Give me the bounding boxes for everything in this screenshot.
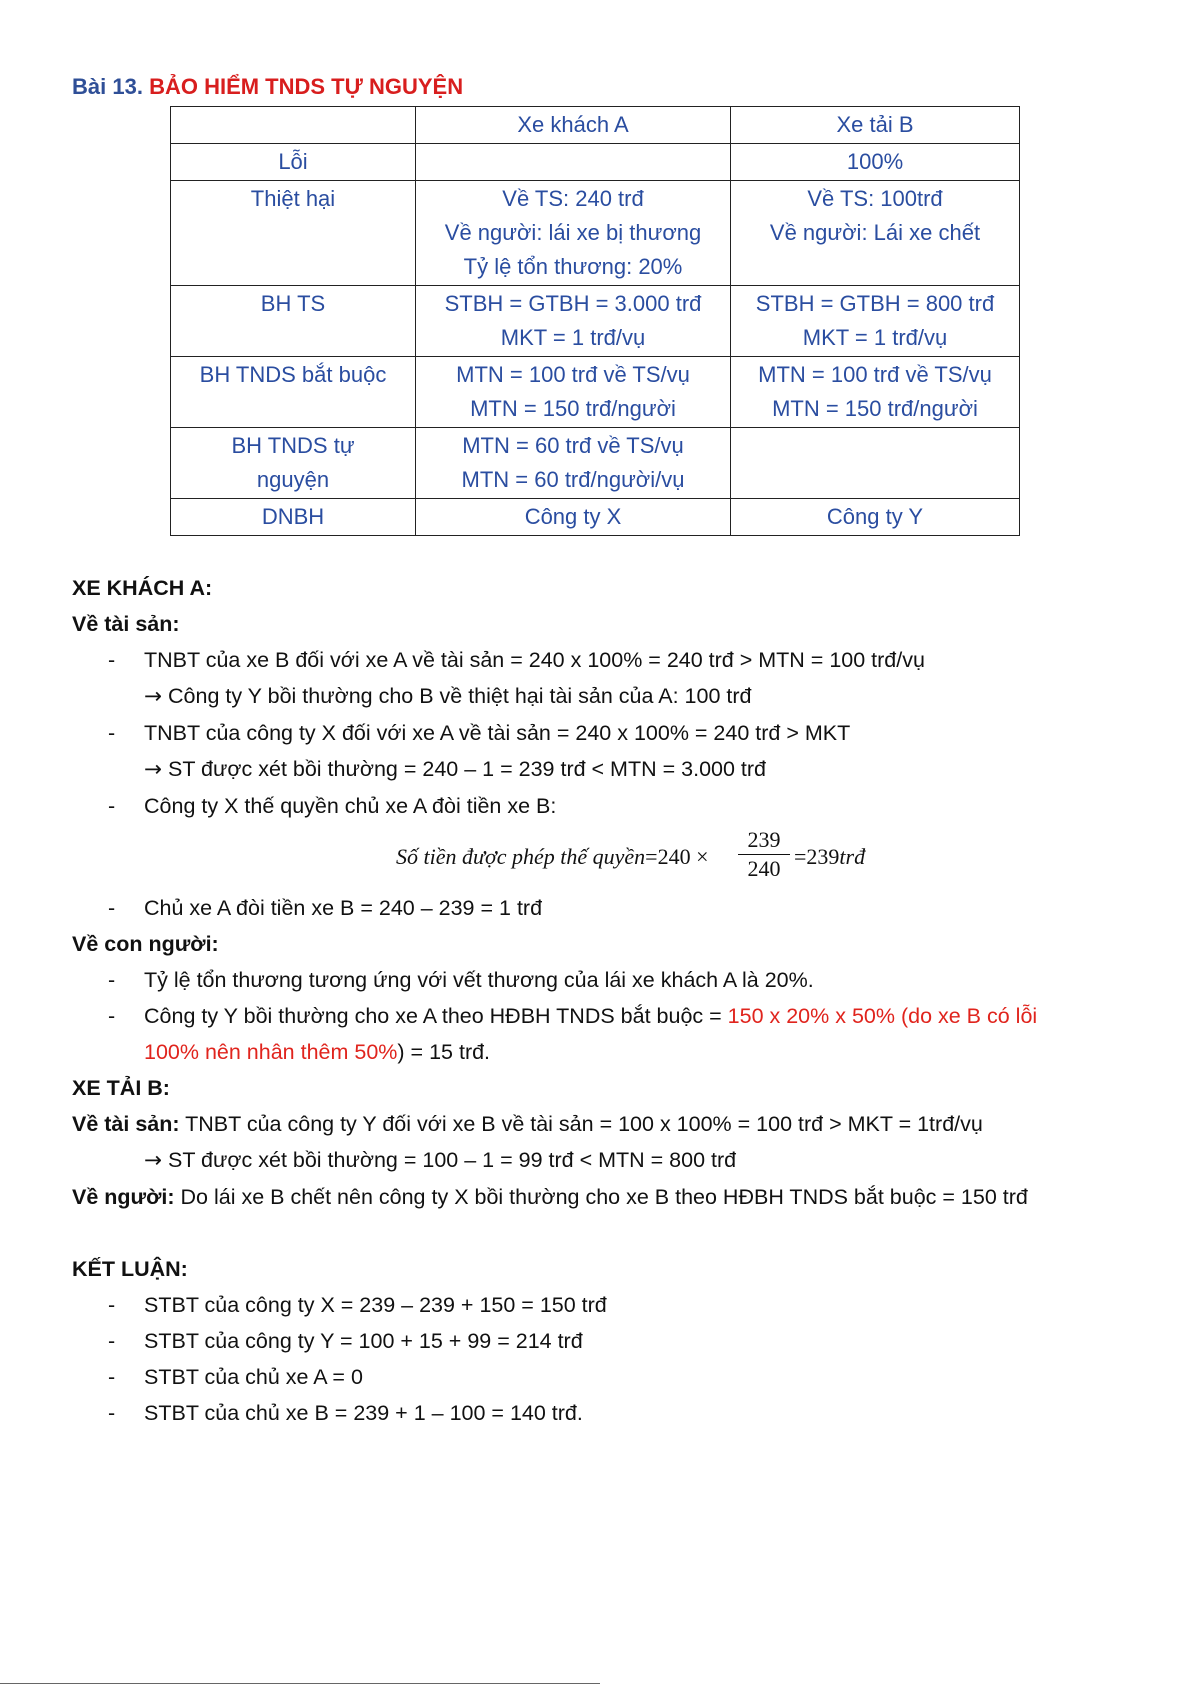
- row-label: BH TNDS bắt buộc: [171, 357, 416, 428]
- cell-xe-a: Về TS: 240 trđ Về người: lái xe bị thương Tỷ lệ tổn thương: 20%: [416, 181, 731, 286]
- arrow-right-icon: →: [144, 757, 163, 782]
- list-item-conclusion: → ST được xét bồi thường = 240 – 1 = 239 trđ < MTN = 3.000 trđ: [144, 757, 767, 782]
- table-header-cell: [171, 107, 416, 144]
- table-row: [171, 144, 1020, 181]
- row-label: BH TS: [171, 286, 416, 357]
- list-item: - STBT của chủ xe B = 239 + 1 – 100 = 140 trđ.: [108, 1401, 583, 1425]
- list-item: - Công ty Y bồi thường cho xe A theo HĐBH TNDS bắt buộc = 150 x 20% x 50% (do xe B có lỗi 100% nên nhân thêm 50%) = 15 trđ.: [108, 1004, 1038, 1064]
- cell-xe-b: Công ty Y: [731, 499, 1020, 536]
- cell-xe-b: [731, 428, 1020, 499]
- cell-xe-a: STBH = GTBH = 3.000 trđ MKT = 1 trđ/vụ: [416, 286, 731, 357]
- table-row: [171, 286, 1020, 357]
- list-item-conclusion: → Công ty Y bồi thường cho B về thiệt hại tài sản của A: 100 trđ: [144, 684, 752, 709]
- list-item: - STBT của công ty X = 239 – 239 + 150 = 150 trđ: [108, 1293, 607, 1317]
- exercise-number: Bài 13.: [72, 74, 143, 99]
- table-row: [171, 181, 1020, 286]
- table-row: [171, 499, 1020, 536]
- list-item: - TNBT của công ty X đối với xe A về tài sản = 240 x 100% = 240 trđ > MKT: [108, 721, 851, 745]
- page-bottom-rule: [0, 1683, 600, 1684]
- xe-b-tai-san: Về tài sản: TNBT của công ty Y đối với xe B về tài sản = 100 x 100% = 100 trđ > MKT = 1trđ/vụ: [72, 1112, 983, 1136]
- list-item: - Công ty X thế quyền chủ xe A đòi tiền xe B:: [108, 794, 557, 818]
- row-label: Thiệt hại: [171, 181, 416, 286]
- formula-fraction: $\frac{239}{240}$: [738, 826, 790, 883]
- table-header-row: [171, 107, 1020, 144]
- list-item: - Tỷ lệ tổn thương tương ứng với vết thương của lái xe khách A là 20%.: [108, 968, 814, 992]
- section-heading-xe-tai-b: XE TẢI B:: [72, 1076, 170, 1100]
- subheading-tai-san: Về tài sản:: [72, 612, 180, 636]
- comparison-table: [170, 106, 1020, 536]
- tai-san-list: [72, 642, 1132, 678]
- row-label: BH TNDS tự nguyện: [171, 428, 416, 499]
- con-nguoi-list: [72, 962, 1132, 1070]
- section-heading-xe-khach-a: XE KHÁCH A:: [72, 576, 213, 600]
- arrow-right-icon: →: [144, 1148, 163, 1173]
- table-row: [171, 357, 1020, 428]
- ket-luan-list: [72, 1287, 1132, 1431]
- exercise-title-text: BẢO HIỂM TNDS TỰ NGUYỆN: [149, 74, 464, 99]
- formula-lhs: Số tiền được phép thế quyền: [396, 844, 646, 869]
- section-heading-ket-luan: KẾT LUẬN:: [72, 1257, 188, 1281]
- cell-xe-b: STBH = GTBH = 800 trđ MKT = 1 trđ/vụ: [731, 286, 1020, 357]
- subrogation-formula: Số tiền được phép thế quyền=240 × $\frac{239}{240}$ =239trđ: [396, 827, 866, 881]
- row-label: Lỗi: [171, 144, 416, 181]
- arrow-right-icon: →: [144, 684, 163, 709]
- xe-b-tai-san-conclusion: → ST được xét bồi thường = 100 – 1 = 99 trđ < MTN = 800 trđ: [144, 1148, 737, 1173]
- cell-xe-a: MTN = 60 trđ về TS/vụ MTN = 60 trđ/người/vụ: [416, 428, 731, 499]
- list-item: - STBT của công ty Y = 100 + 15 + 99 = 214 trđ: [108, 1329, 583, 1353]
- subheading-con-nguoi: Về con người:: [72, 932, 219, 956]
- cell-xe-b: 100%: [731, 144, 1020, 181]
- table-header-cell: Xe khách A: [416, 107, 731, 144]
- exercise-title: [72, 72, 1132, 102]
- list-item: - TNBT của xe B đối với xe A về tài sản = 240 x 100% = 240 trđ > MTN = 100 trđ/vụ: [108, 648, 925, 672]
- cell-xe-a: MTN = 100 trđ về TS/vụ MTN = 150 trđ/người: [416, 357, 731, 428]
- list-item: - STBT của chủ xe A = 0: [108, 1365, 363, 1389]
- cell-xe-b: MTN = 100 trđ về TS/vụ MTN = 150 trđ/người: [731, 357, 1020, 428]
- table-header-cell: Xe tải B: [731, 107, 1020, 144]
- cell-xe-a: Công ty X: [416, 499, 731, 536]
- table-row: [171, 428, 1020, 499]
- row-label: DNBH: [171, 499, 416, 536]
- list-item: - Chủ xe A đòi tiền xe B = 240 – 239 = 1 trđ: [108, 896, 543, 920]
- xe-b-nguoi: Về người: Do lái xe B chết nên công ty X bồi thường cho xe B theo HĐBH TNDS bắt buộc = 150 trđ: [72, 1185, 1028, 1209]
- cell-xe-b: Về TS: 100trđ Về người: Lái xe chết: [731, 181, 1020, 286]
- document-page: [72, 72, 1132, 1431]
- cell-xe-a: [416, 144, 731, 181]
